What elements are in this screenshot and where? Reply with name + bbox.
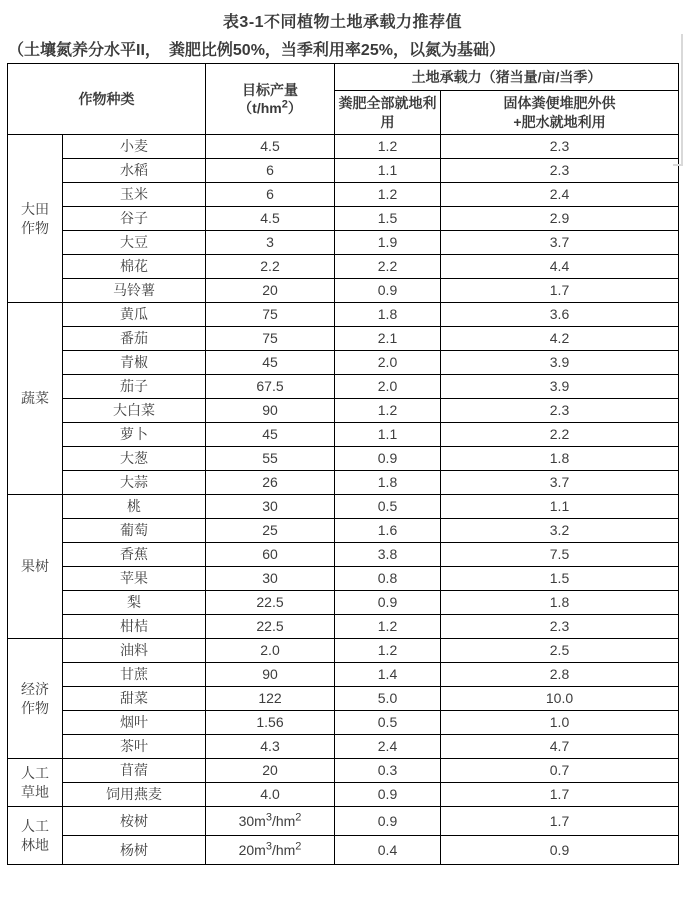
table-row	[8, 759, 679, 783]
table-row	[8, 783, 679, 807]
crop-name-cell: 棉花	[63, 255, 206, 279]
capacity-compost-cell: 4.2	[441, 327, 679, 351]
target-yield-unit: $(t/hm^2)$	[238, 98, 302, 116]
target-yield-cell: 6	[206, 159, 335, 183]
crop-name-cell: 小麦	[63, 135, 206, 159]
target-yield-cell: 122	[206, 687, 335, 711]
capacity-compost-cell: 1.0	[441, 711, 679, 735]
table-row	[8, 519, 679, 543]
target-yield-cell: 2.2	[206, 255, 335, 279]
crop-name-cell: 青椒	[63, 351, 206, 375]
capacity-compost-cell: 0.7	[441, 759, 679, 783]
table-row	[8, 135, 679, 159]
header-capacity-compost	[441, 91, 679, 135]
target-yield-cell: 1.56	[206, 711, 335, 735]
target-yield-cell: 75	[206, 327, 335, 351]
target-yield-cell: 6	[206, 183, 335, 207]
capacity-compost-cell: 2.3	[441, 615, 679, 639]
capacity-compost-cell: 1.7	[441, 807, 679, 836]
capacity-onsite-cell: 0.8	[335, 567, 441, 591]
capacity-onsite-cell: 1.8	[335, 471, 441, 495]
crop-name-cell: 大白菜	[63, 399, 206, 423]
category-cell: 人工 草地	[8, 759, 63, 807]
capacity-compost-cell: 1.7	[441, 279, 679, 303]
header-capacity-compost-line1: 固体粪便堆肥外供	[503, 95, 616, 112]
table-row	[8, 231, 679, 255]
crop-name-cell: 大豆	[63, 231, 206, 255]
capacity-onsite-cell: 1.9	[335, 231, 441, 255]
capacity-onsite-cell: 1.4	[335, 663, 441, 687]
category-cell: 果树	[8, 495, 63, 639]
capacity-compost-cell: 4.4	[441, 255, 679, 279]
table-subtitle: （土壤氮养分水平II， 粪肥比例50%，当季利用率25%，以氮为基础）	[8, 42, 505, 59]
header-capacity-onsite: 粪肥全部就地利用	[335, 91, 441, 135]
crop-name-cell: 苹果	[63, 567, 206, 591]
capacity-compost-cell: 3.2	[441, 519, 679, 543]
target-yield-cell: 4.3	[206, 735, 335, 759]
target-yield-cell: 60	[206, 543, 335, 567]
table-row	[8, 567, 679, 591]
capacity-compost-cell: 2.5	[441, 639, 679, 663]
table-row	[8, 351, 679, 375]
table-row	[8, 687, 679, 711]
crop-name-cell: 玉米	[63, 183, 206, 207]
crop-name-cell: 茄子	[63, 375, 206, 399]
capacity-compost-cell: 2.4	[441, 183, 679, 207]
target-yield-label: 目标产量	[242, 81, 298, 98]
category-cell: 蔬菜	[8, 303, 63, 495]
capacity-onsite-cell: 0.3	[335, 759, 441, 783]
capacity-compost-cell: 2.3	[441, 135, 679, 159]
capacity-compost-cell: 2.3	[441, 159, 679, 183]
crop-name-cell: 大蒜	[63, 471, 206, 495]
page-edge-line	[681, 34, 683, 166]
capacity-onsite-cell: 5.0	[335, 687, 441, 711]
target-yield-cell: 22.5	[206, 615, 335, 639]
target-yield-cell: 55	[206, 447, 335, 471]
table-row	[8, 255, 679, 279]
target-yield-cell: 2.0	[206, 639, 335, 663]
capacity-onsite-cell: 0.9	[335, 807, 441, 836]
target-yield-cell: 67.5	[206, 375, 335, 399]
table-row	[8, 423, 679, 447]
target-yield-cell: 90	[206, 663, 335, 687]
crop-name-cell: 苜蓿	[63, 759, 206, 783]
target-yield-cell: $20m^3/hm^2$	[206, 836, 335, 865]
capacity-compost-cell: 3.6	[441, 303, 679, 327]
table-row	[8, 543, 679, 567]
category-cell: 经济 作物	[8, 639, 63, 759]
capacity-onsite-cell: 1.6	[335, 519, 441, 543]
table-row	[8, 327, 679, 351]
table-row	[8, 639, 679, 663]
table-title: 表3-1不同植物土地承载力推荐值	[222, 14, 463, 31]
target-yield-cell: 22.5	[206, 591, 335, 615]
crop-name-cell: 饲用燕麦	[63, 783, 206, 807]
target-yield-cell: 20	[206, 759, 335, 783]
capacity-onsite-cell: 1.2	[335, 399, 441, 423]
table-row	[8, 836, 679, 865]
table-row	[8, 615, 679, 639]
capacity-onsite-cell: 2.0	[335, 375, 441, 399]
table-row	[8, 375, 679, 399]
capacity-onsite-cell: 1.2	[335, 135, 441, 159]
capacity-compost-cell: 2.2	[441, 423, 679, 447]
crop-name-cell: 柑桔	[63, 615, 206, 639]
target-yield-cell: 4.5	[206, 135, 335, 159]
category-cell: 大田 作物	[8, 135, 63, 303]
header-target-yield	[206, 64, 335, 135]
target-yield-cell: 20	[206, 279, 335, 303]
target-yield-cell: 3	[206, 231, 335, 255]
target-yield-cell: 4.5	[206, 207, 335, 231]
capacity-onsite-cell: 2.4	[335, 735, 441, 759]
target-yield-cell: 45	[206, 423, 335, 447]
crop-name-cell: 桃	[63, 495, 206, 519]
capacity-compost-cell: 3.9	[441, 351, 679, 375]
capacity-compost-cell: 2.3	[441, 399, 679, 423]
capacity-compost-cell: 1.8	[441, 591, 679, 615]
page-edge-foot	[673, 164, 683, 166]
capacity-compost-cell: 3.7	[441, 231, 679, 255]
capacity-compost-cell: 7.5	[441, 543, 679, 567]
target-yield-cell: $30m^3/hm^2$	[206, 807, 335, 836]
capacity-compost-cell: 1.5	[441, 567, 679, 591]
capacity-onsite-cell: 0.5	[335, 711, 441, 735]
capacity-onsite-cell: 0.9	[335, 591, 441, 615]
table-row	[8, 807, 679, 836]
capacity-onsite-cell: 0.9	[335, 783, 441, 807]
capacity-compost-cell: 3.7	[441, 471, 679, 495]
capacity-compost-cell: 1.8	[441, 447, 679, 471]
crop-name-cell: 茶叶	[63, 735, 206, 759]
capacity-onsite-cell: 3.8	[335, 543, 441, 567]
header-capacity-compost-line2: +肥水就地利用	[513, 113, 606, 130]
crop-name-cell: 谷子	[63, 207, 206, 231]
table-row	[8, 207, 679, 231]
target-yield-cell: 26	[206, 471, 335, 495]
table-row	[8, 495, 679, 519]
capacity-onsite-cell: 1.1	[335, 159, 441, 183]
target-yield-cell: 75	[206, 303, 335, 327]
capacity-compost-cell: 0.9	[441, 836, 679, 865]
header-land-capacity: 土地承载力（猪当量/亩/当季）	[335, 64, 679, 91]
crop-name-cell: 甜菜	[63, 687, 206, 711]
table-row	[8, 183, 679, 207]
crop-name-cell: 黄瓜	[63, 303, 206, 327]
table-row	[8, 591, 679, 615]
header-crop-type: 作物种类	[8, 64, 206, 135]
crop-name-cell: 杨树	[63, 836, 206, 865]
target-yield-cell: 45	[206, 351, 335, 375]
capacity-onsite-cell: 0.9	[335, 447, 441, 471]
crop-name-cell: 大葱	[63, 447, 206, 471]
crop-name-cell: 香蕉	[63, 543, 206, 567]
crop-name-cell: 萝卜	[63, 423, 206, 447]
crop-name-cell: 葡萄	[63, 519, 206, 543]
capacity-onsite-cell: 0.5	[335, 495, 441, 519]
capacity-compost-cell: 2.8	[441, 663, 679, 687]
capacity-compost-cell: 4.7	[441, 735, 679, 759]
table-row	[8, 735, 679, 759]
crop-name-cell: 梨	[63, 591, 206, 615]
crop-name-cell: 番茄	[63, 327, 206, 351]
table-row	[8, 471, 679, 495]
target-yield-cell: 30	[206, 567, 335, 591]
crop-name-cell: 甘蔗	[63, 663, 206, 687]
capacity-compost-cell: 1.1	[441, 495, 679, 519]
capacity-onsite-cell: 1.8	[335, 303, 441, 327]
crop-capacity-table	[7, 63, 679, 865]
target-yield-cell: 30	[206, 495, 335, 519]
capacity-onsite-cell: 1.2	[335, 615, 441, 639]
table-row	[8, 159, 679, 183]
capacity-compost-cell: 3.9	[441, 375, 679, 399]
crop-name-cell: 马铃薯	[63, 279, 206, 303]
capacity-onsite-cell: 1.2	[335, 639, 441, 663]
table-row	[8, 663, 679, 687]
target-yield-cell: 90	[206, 399, 335, 423]
capacity-onsite-cell: 1.2	[335, 183, 441, 207]
capacity-compost-cell: 10.0	[441, 687, 679, 711]
capacity-onsite-cell: 2.2	[335, 255, 441, 279]
table-row	[8, 279, 679, 303]
table-row	[8, 447, 679, 471]
target-yield-cell: 25	[206, 519, 335, 543]
capacity-onsite-cell: 2.1	[335, 327, 441, 351]
capacity-onsite-cell: 0.9	[335, 279, 441, 303]
table-row	[8, 303, 679, 327]
capacity-onsite-cell: 2.0	[335, 351, 441, 375]
crop-name-cell: 油料	[63, 639, 206, 663]
crop-name-cell: 水稻	[63, 159, 206, 183]
crop-name-cell: 烟叶	[63, 711, 206, 735]
capacity-onsite-cell: 1.5	[335, 207, 441, 231]
capacity-compost-cell: 2.9	[441, 207, 679, 231]
category-cell: 人工 林地	[8, 807, 63, 865]
capacity-compost-cell: 1.7	[441, 783, 679, 807]
table-row	[8, 711, 679, 735]
table-row	[8, 399, 679, 423]
capacity-onsite-cell: 1.1	[335, 423, 441, 447]
crop-name-cell: 桉树	[63, 807, 206, 836]
target-yield-cell: 4.0	[206, 783, 335, 807]
capacity-onsite-cell: 0.4	[335, 836, 441, 865]
